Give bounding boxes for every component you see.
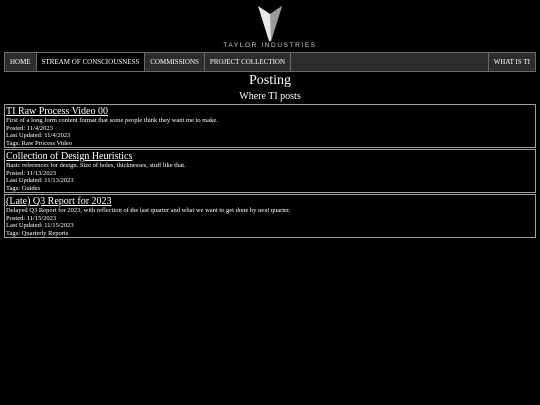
post-description: Delayed Q3 Report for 2023, with reflection of the last quarter and what we want to get done by next quarter. [6, 207, 291, 214]
post-item [4, 194, 536, 238]
nav-commissions[interactable]: COMMISSIONS [145, 53, 205, 71]
posted-date: 11/15/2023 [26, 214, 57, 222]
post-description: Basic references for design. Size of holes, thicknesses, stuff like that. [6, 162, 186, 169]
brand-name: TAYLOR INDUSTRIES [223, 42, 317, 49]
post-description: First of a long form content format that some people think they want me to make. [6, 117, 218, 124]
post-title-link[interactable]: TI Raw Process Video 00 [6, 106, 108, 117]
post-title-link[interactable]: (Late) Q3 Report for 2023 [6, 196, 112, 207]
posted-date: 11/4/2023 [26, 124, 53, 132]
ti-logo-icon [256, 4, 284, 42]
post-tags-line [6, 230, 534, 238]
main-nav [4, 52, 536, 72]
post-list [4, 104, 536, 239]
nav-spacer [291, 53, 488, 71]
post-tags-line [6, 140, 534, 148]
post-tags: Guides [21, 184, 41, 192]
tags-label: Tags: [6, 229, 20, 237]
post-updated-line [6, 132, 534, 140]
nav-home[interactable]: HOME [5, 53, 37, 71]
post-item [4, 149, 536, 193]
page-title: Posting [248, 73, 291, 88]
post-item [4, 104, 536, 148]
nav-project-collection[interactable]: PROJECT COLLECTION [205, 53, 291, 71]
tags-label: Tags: [6, 184, 20, 192]
post-tags-line [6, 185, 534, 193]
post-updated-line [6, 177, 534, 185]
post-posted-line [6, 170, 534, 178]
post-updated-line [6, 222, 534, 230]
tags-label: Tags: [6, 139, 20, 147]
updated-label: Last Updated: [6, 132, 43, 140]
post-posted-line [6, 215, 534, 223]
updated-label: Last Updated: [6, 177, 43, 185]
posted-label: Posted: [6, 124, 26, 132]
nav-stream-of-consciousness[interactable]: STREAM OF CONSCIOUSNESS [37, 53, 146, 71]
posted-label: Posted: [6, 169, 26, 177]
posted-date: 11/13/2023 [26, 169, 57, 177]
site-logo[interactable] [0, 4, 540, 49]
posted-label: Posted: [6, 214, 26, 222]
post-tags: Raw Process Video [21, 139, 73, 147]
updated-date: 11/4/2023 [44, 132, 71, 140]
nav-what-is-ti[interactable]: WHAT IS TI [488, 53, 535, 71]
updated-label: Last Updated: [6, 222, 43, 230]
post-tags: Quarterly Reports [21, 229, 69, 237]
post-posted-line [6, 125, 534, 133]
post-title-link[interactable]: Collection of Design Heuristics [6, 151, 133, 162]
page-subtitle: Where TI posts [239, 91, 301, 102]
updated-date: 11/13/2023 [44, 177, 74, 185]
updated-date: 11/15/2023 [44, 222, 74, 230]
